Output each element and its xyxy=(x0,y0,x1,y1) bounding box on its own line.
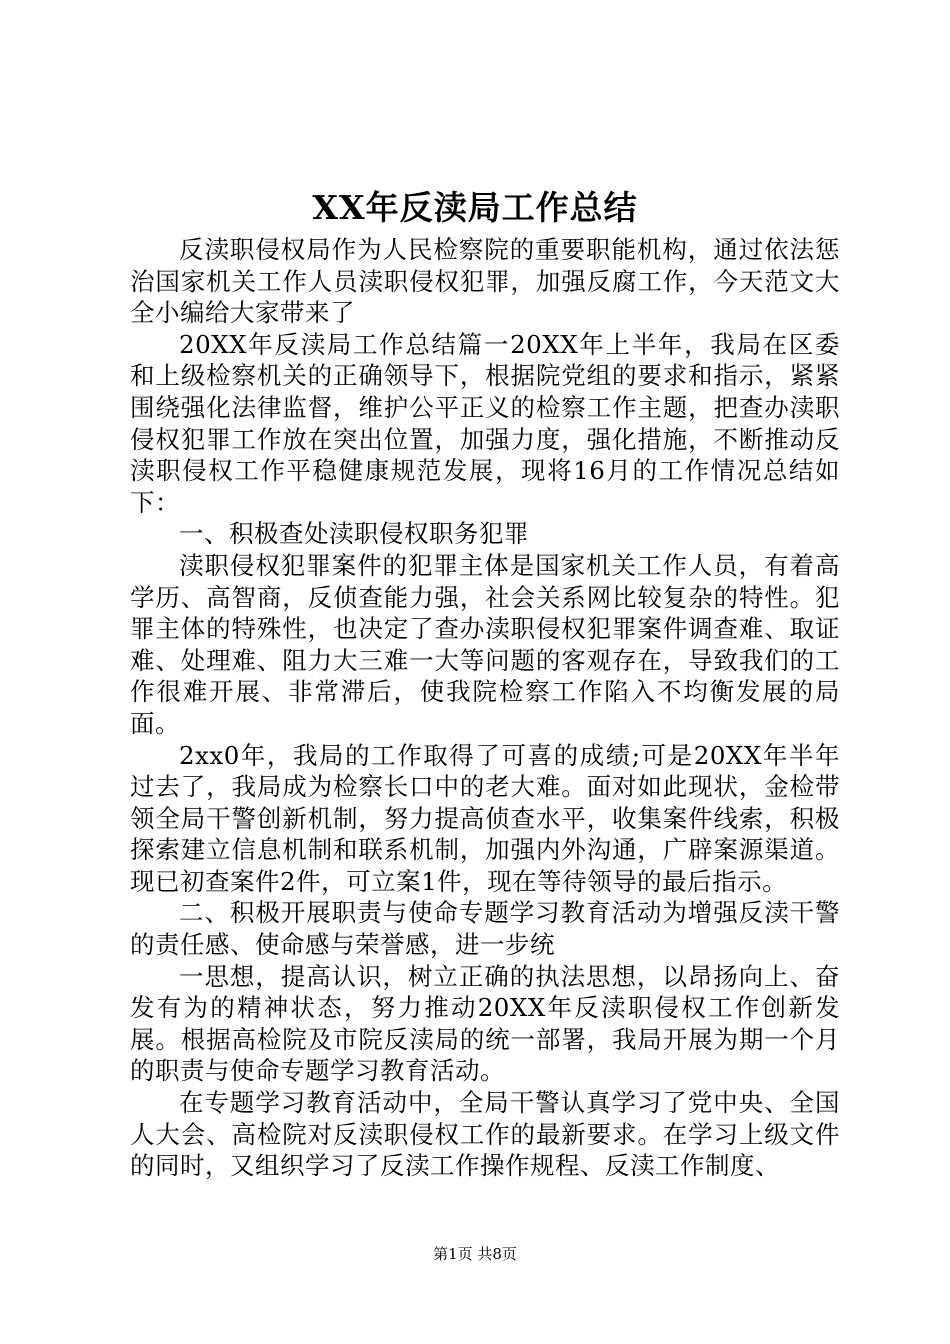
page-number-footer: 第1页 共8页 xyxy=(433,1245,517,1263)
paragraph-work-progress: 2xx0年，我局的工作取得了可喜的成绩;可是20XX年半年过去了，我局成为检察长口中的老大难。面对如此现状，金检带领全局干警创新机制，努力提高侦查水平，收集案件线索，积极探索建立信息机制和联系机制，加强内外沟通，广辟案源渠道。现已初查案件2件，可立案1件，现在等待领导的最后指示。 xyxy=(130,740,840,896)
section-heading-1: 一、积极查处渎职侵权职务犯罪 xyxy=(179,519,529,549)
paragraph-intro: 反渎职侵权局作为人民检察院的重要职能机构，通过依法惩治国家机关工作人员渎职侵权犯罪，加强反腐工作，今天范文大全小编给大家带来了 xyxy=(130,235,840,328)
paragraph-education-activity: 一思想，提高认识，树立正确的执法思想，以昂扬向上、奋发有为的精神状态，努力推动20XX年反渎职侵权工作创新发展。根据高检院及市院反渎局的统一部署，我局开展为期一个月的职责与使命专题学习教育活动。 xyxy=(130,961,840,1086)
paragraph-crime-characteristics: 渎职侵权犯罪案件的犯罪主体是国家机关工作人员，有着高学历、高智商，反侦查能力强，社会关系网比较复杂的特性。犯罪主体的特殊性，也决定了查办渎职侵权犯罪案件调查难、取证难、处理难、阻力大三难一大等问题的客观存在，导致我们的工作很难开展、非常滞后，使我院检察工作陷入不均衡发展的局面。 xyxy=(130,550,840,738)
section-heading-2: 二、积极开展职责与使命专题学习教育活动为增强反渎干警的责任感、使命感与荣誉感，进一步统 xyxy=(130,898,840,960)
document-title: XX年反渎局工作总结 xyxy=(312,188,638,227)
document-body xyxy=(130,234,840,1182)
paragraph-summary-opening: 20XX年反渎局工作总结篇一20XX年上半年，我局在区委和上级检察机关的正确领导下，根据院党组的要求和指示，紧紧围绕强化法律监督，维护公平正义的检察工作主题，把查办渎职侵权犯罪工作放在突出位置，加强力度，强化措施，不断推动反渎职侵权工作平稳健康规范发展，现将16月的工作情况总结如下： xyxy=(130,329,840,517)
paragraph-study-details: 在专题学习教育活动中，全局干警认真学习了党中央、全国人大会、高检院对反渎职侵权工作的最新要求。在学习上级文件的同时，又组织学习了反渎工作操作规程、反渎工作制度、 xyxy=(130,1088,840,1181)
